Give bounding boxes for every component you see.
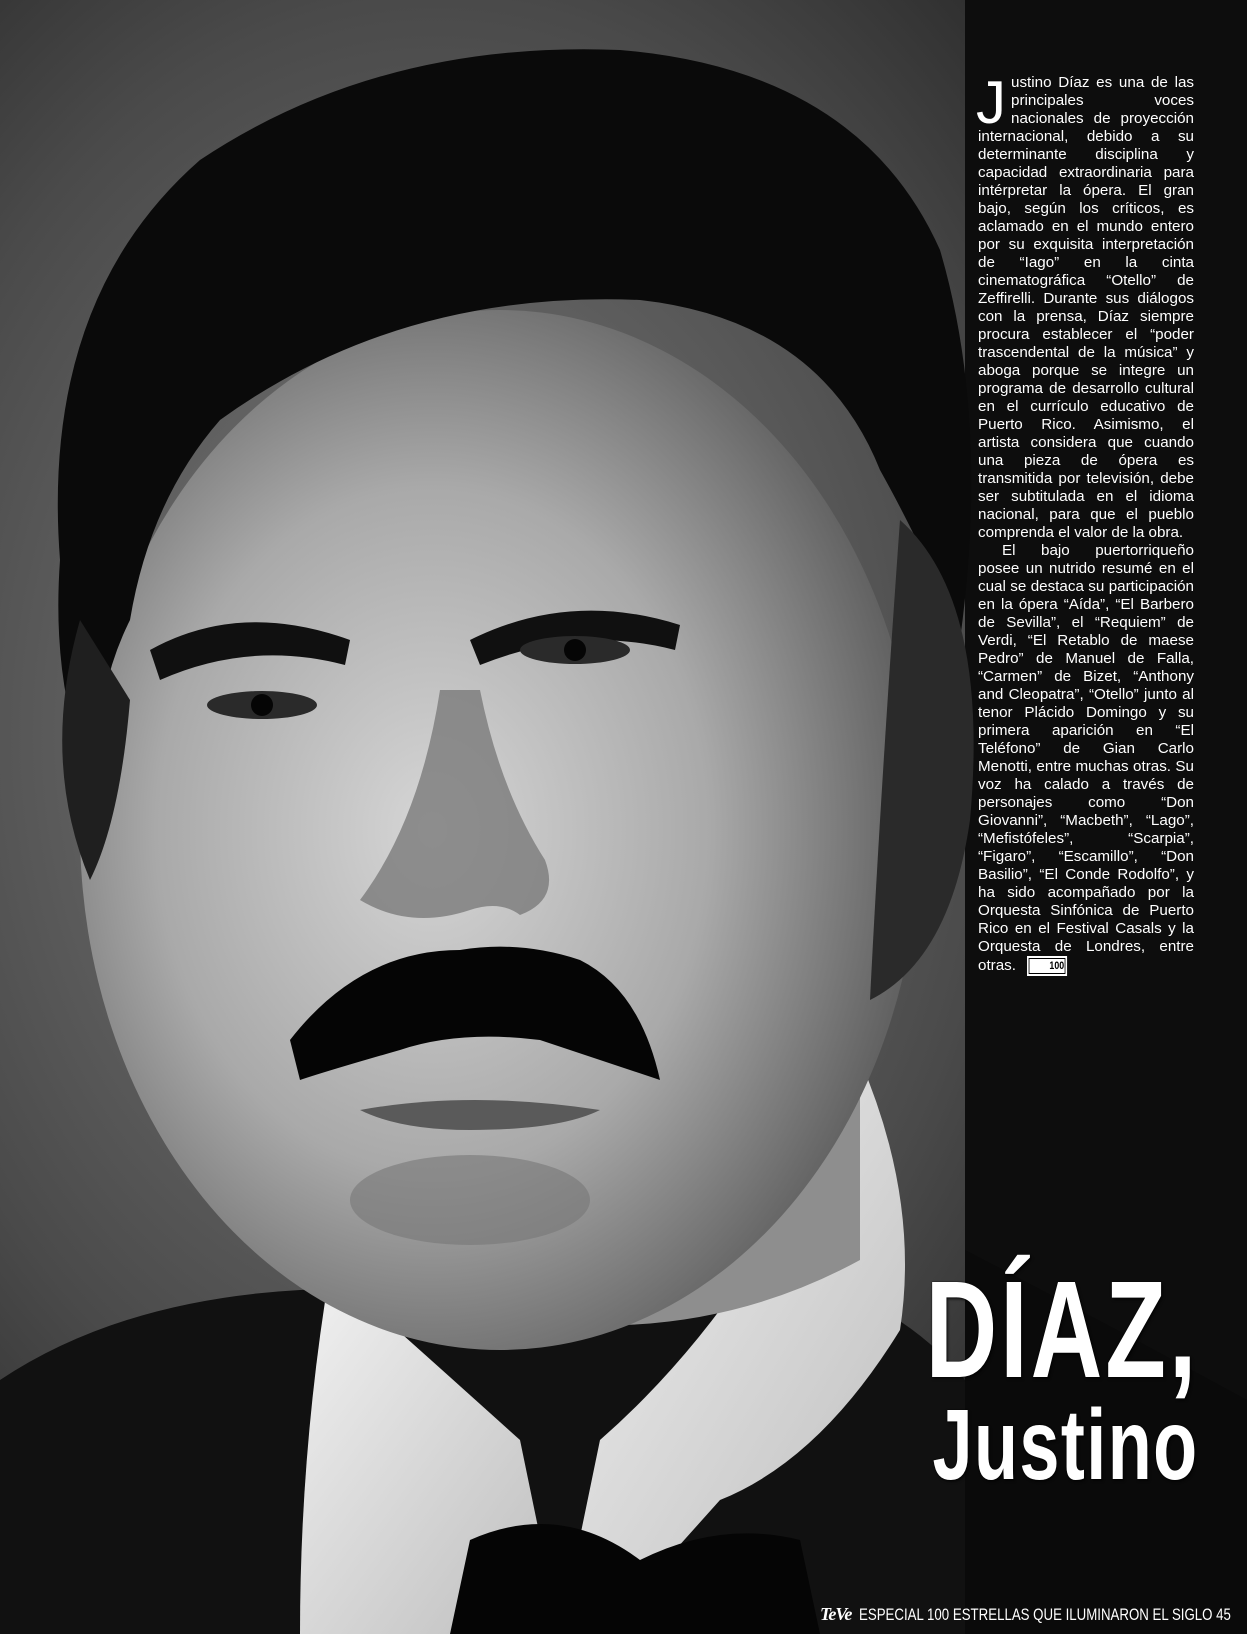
article-body [976,69,1194,976]
headline-surname: DÍAZ, [925,1253,1199,1407]
drop-cap: J [976,69,1006,136]
paragraph-1-text: ustino Díaz es una de las principales voces nacionales de proyección internacional, debido a su determinante disciplina y capacidad extraordinaria para intérpretar la ópera. El gran bajo, según los críticos, es aclamado en el mundo entero por su exquisita interpretación de “Iago” en la cinta cinematográfica “Otello” de Zeffirelli. Durante sus diálogos con la prensa, Díaz siempre procura establecer el “poder trascendental de la música” y aboga porque se integre un programa de desarrollo cultural en el currículo educativo de Puerto Rico. Asimismo, el artista considera que cuando una pieza de ópera es transmitida por televisión, debe ser subtitulada en el idioma nacional, para que el pueblo comprenda el valor de la obra. [978,74,1194,541]
article-paragraph-1 [976,69,1194,542]
footer-caption: ESPECIAL 100 ESTRELLAS QUE ILUMINARON EL SIGLO 45 [859,1604,1232,1624]
article-paragraph-2 [978,542,1194,976]
paragraph-2-text: El bajo puertorriqueño posee un nutrido resumé en el cual se destaca su participación en la ópera “Aída”, “El Barbero de Sevilla”, el “Requiem” de Verdi, “El Retablo de maese Pedro” de Manuel de Falla, “Carmen” de Bizet, “Anthony and Cleopatra”, “Otello” junto al tenor Plácido Domingo y su primera aparición en “El Teléfono” de Gian Carlo Menotti, entre muchas otras. Su voz ha calado a través de personajes como “Don Giovanni”, “Macbeth”, “Lago”, “Mefistófeles”, “Scarpia”, “Figaro”, “Escamillo”, “Don Basilio”, “El Conde Rodolfo”, y ha sido acompañado por la Orquesta Sinfónica de Puerto Rico en el Festival Casals y la Orquesta de Londres, entre otras. [978,542,1194,975]
headline-given-name: Justino [932,1389,1199,1501]
brand-logo: TeVe [820,1604,852,1624]
page-footer [820,1604,1232,1630]
end-mark-icon: 100 [1027,956,1067,976]
